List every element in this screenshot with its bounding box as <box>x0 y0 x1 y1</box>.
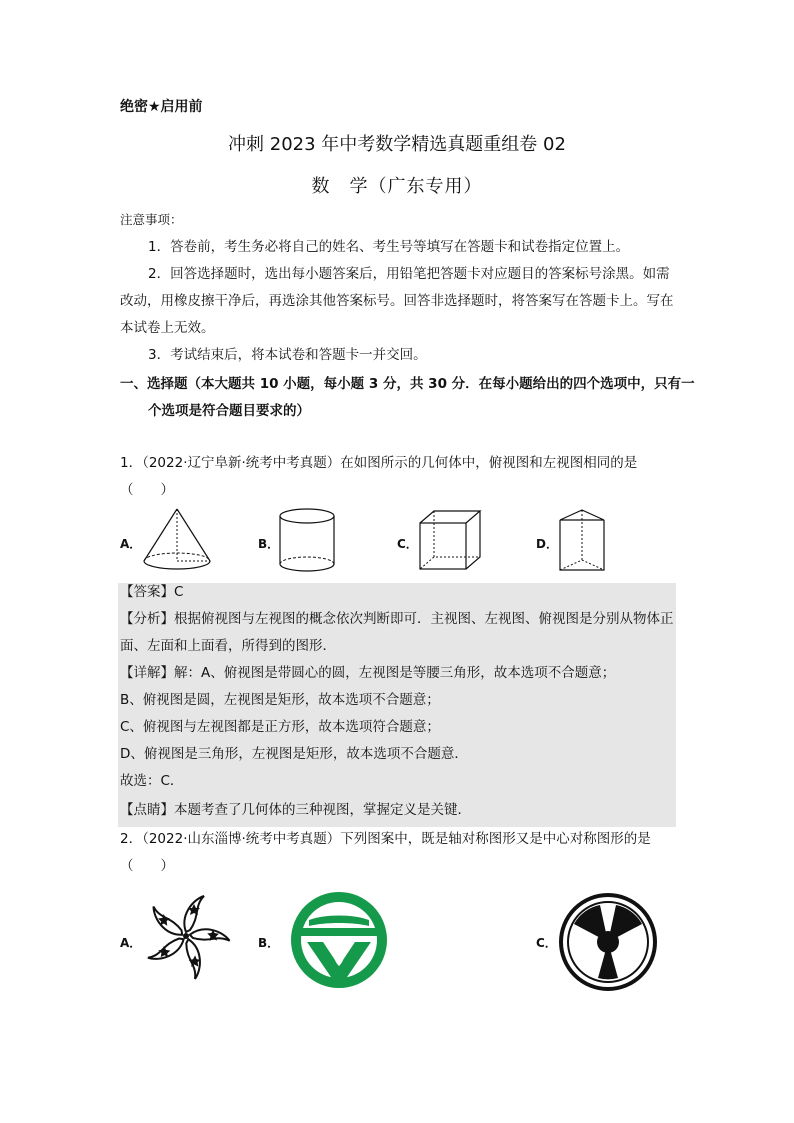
q1-option-d-label: D． <box>536 537 558 551</box>
exam-title: 冲刺 2023 年中考数学精选真题重组卷 02 <box>228 134 566 155</box>
notice-item-2: 2．回答选择题时，选出每小题答案后，用铅笔把答题卡对应题目的答案标号涂黑。如需改动，用橡皮擦干净后，再选涂其他答案标号。回答非选择题时，将答案写在答题卡上。写在本试卷上无效。 <box>120 266 674 336</box>
cube-figure <box>418 509 482 571</box>
analysis-text: 【分析】根据俯视图与左视图的概念依次判断即可．主视图、左视图、俯视图是分别从物体正面、左面和上面看，所得到的图形． <box>120 611 674 654</box>
detail-line-3: C、俯视图与左视图都是正方形，故本选项符合题意； <box>120 719 440 735</box>
choice-line: 故选：C． <box>120 773 184 789</box>
answer-line: 【答案】C <box>120 584 184 600</box>
green-food-logo-figure <box>289 890 389 990</box>
radiation-symbol-figure <box>558 892 658 992</box>
detail-line-4: D、俯视图是三角形，左视图是矩形，故本选项不合题意． <box>120 746 468 762</box>
cone-figure <box>142 507 212 573</box>
detail-line-2: B、俯视图是圆，左视图是矩形，故本选项不合题意； <box>120 692 440 708</box>
q1-option-b-label: B． <box>258 537 280 551</box>
triangular-prism-figure <box>556 508 608 574</box>
q2-option-b-label: B． <box>258 936 280 950</box>
q1-option-a-label: A． <box>120 537 142 551</box>
comment-line: 【点睛】本题考查了几何体的三种视图，掌握定义是关键． <box>120 802 471 818</box>
question-2-text: 2．（2022·山东淄博·统考中考真题）下列图案中，既是轴对称图形又是中心对称图形的是（ ） <box>120 831 651 874</box>
exam-subtitle: 数 学（广东专用） <box>311 176 483 197</box>
detail-line-1: 【详解】解：A、俯视图是带圆心的圆，左视图是等腰三角形，故本选项不合题意； <box>120 665 616 681</box>
q1-option-c-label: C． <box>397 537 418 551</box>
notice-heading: 注意事项： <box>120 212 183 227</box>
notice-item-1: 1．答卷前，考生务必将自己的姓名、考生号等填写在答题卡和试卷指定位置上。 <box>148 239 630 255</box>
bauhinia-flower-figure <box>140 892 232 980</box>
notice-item-3: 3．考试结束后，将本试卷和答题卡一并交回。 <box>148 347 427 363</box>
q2-option-c-label: C． <box>536 936 557 950</box>
secret-label: 绝密★启用前 <box>120 99 203 115</box>
section-heading: 一、选择题（本大题共 10 小题，每小题 3 分，共 30 分．在每小题给出的四个选项中，只有一个选项是符合题目要求的） <box>120 376 695 419</box>
cylinder-figure <box>278 508 336 572</box>
question-1-text: 1．（2022·辽宁阜新·统考中考真题）在如图所示的几何体中，俯视图和左视图相同的是（ ） <box>120 455 638 498</box>
q2-option-a-label: A． <box>120 936 142 950</box>
